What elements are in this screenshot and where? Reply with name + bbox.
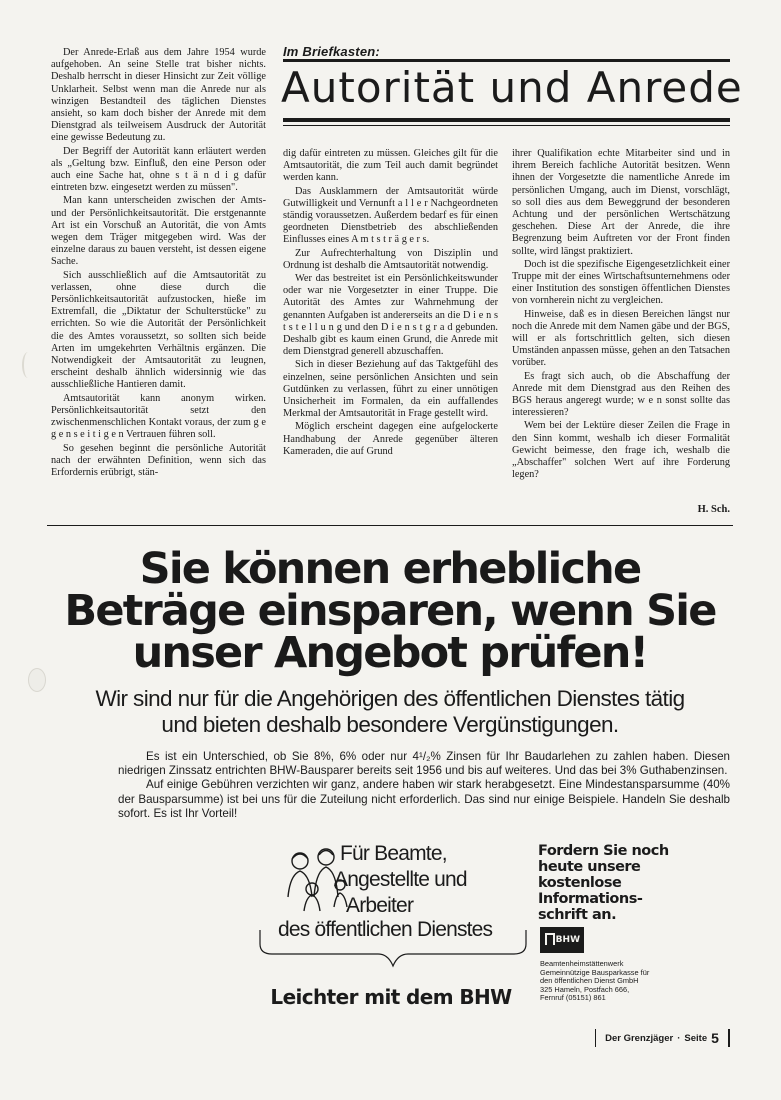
paper-mark: [22, 352, 34, 378]
paragraph: Sich in dieser Beziehung auf das Taktgefühl des einzelnen, seine persönlichen Ansichten und sein Gutdünken zu verlassen, führt zu einer unnötigen Unsicherheit im Formalen, da ein auffallendes Merkmal der Amtsautorität in Frage gestellt wird.: [283, 359, 498, 420]
footer-separator: ·: [677, 1032, 681, 1044]
page-label: Seite: [684, 1032, 708, 1044]
paragraph: Der Begriff der Autorität kann erläutert werden als „Geltung bzw. Einfluß, den eine Person oder auch eine Sache hat, ohne s t ä n d i g dafür eintreten bzw. eingesetzt werden zu müssen".: [51, 145, 266, 194]
paragraph: So gesehen beginnt die persönliche Autorität nach der erwähnten Definition, wenn sich das Erfordernis erübrigt, stän-: [51, 442, 266, 478]
punch-hole: [28, 668, 46, 692]
address-line: 325 Hameln, Postfach 666,: [540, 984, 630, 994]
cta-line: Fordern Sie noch: [538, 843, 669, 859]
paragraph: Hinweise, daß es in diesen Bereichen längst nur noch die Anrede mit dem Namen gäbe und der BGS, will er als fortschrittlich gelten, sich diesen Umständen anpassen müsse, gehen an den Tatsachen vorüber.: [512, 308, 730, 369]
address-line: Gemeinnützige Bausparkasse für: [540, 967, 650, 977]
page-number: 5: [711, 1030, 719, 1046]
ad-headline-line: unser Angebot prüfen!: [132, 628, 648, 678]
paragraph: Wer das bestreitet ist ein Persönlichkeitswunder oder war nie Vorgesetzter in einer Truppe. Die Autorität des Amtes zur Wahrnehmung der genannten Aufgaben ist andererseits an die D i e n s t s t e l l u n g und den D i e n s t g r a d gebunden. Deshalb gibt es kaum einen Grund, die Anrede mit dem Dienstgrad generell abzuschaffen.: [283, 273, 498, 358]
paragraph: Doch ist die spezifische Eigengesetzlichkeit einer Truppe mit der eines Wirtschaftsunternehmens oder einer Institution des sonstigen öffentlichen Dienstes von vornherein nicht zu vergleichen.: [512, 258, 730, 307]
headline-bottom-rule-thin: [283, 125, 730, 126]
article-column-1: [51, 47, 266, 512]
paragraph: dig dafür eintreten zu müssen. Gleiches gilt für die Amtsautorität, die zum Teil auch damit begründet werden kann.: [283, 148, 498, 184]
paragraph: Wem bei der Lektüre dieser Zeilen die Frage in den Sinn kommt, weshalb ich dieser Formalität Gewicht beimesse, den frage ich, weshalb die „Abschaffer" solchen Wert auf ihre Forderung legen?: [512, 420, 730, 481]
cta-text: [538, 843, 728, 923]
bhw-slogan: Leichter mit dem BHW: [270, 985, 512, 1009]
ad-headline-line: Sie können erhebliche: [139, 544, 641, 594]
paragraph: Es fragt sich auch, ob die Abschaffung der Anrede mit dem Dienstgrad aus den Reihen des BGS heraus angeregt wurde; w e n sonst sollte das interessieren?: [512, 370, 730, 419]
article-column-2: [283, 148, 498, 518]
cta-line: kostenlose: [538, 875, 622, 891]
ad-paragraph: Auf einige Gebühren verzichten wir ganz, andere haben wir stark herabgesetzt. Eine Mindestansparsumme (40% der Bausparsumme) ist bei uns für die Zuteilung nicht erforderlich. Das sind nur einige Beispiele. Handeln Sie deshalb sofort. Es ist Ihr Vorteil!: [118, 778, 730, 820]
headline-bottom-rule: [283, 118, 730, 122]
author-signature: H. Sch.: [697, 504, 730, 515]
article-column-3: [512, 148, 730, 518]
article-headline: Autorität und Anrede: [281, 63, 743, 112]
ad-headline-line: Beträge einsparen, wenn Sie: [64, 586, 716, 636]
page-footer: [595, 1029, 730, 1047]
article-kicker: Im Briefkasten:: [283, 44, 380, 59]
bracket-decoration: [258, 930, 528, 978]
ad-subheadline-line: Wir sind nur für die Angehörigen des öffentlichen Dienstes tätig: [95, 686, 685, 711]
ad-body-text: [118, 750, 730, 821]
audience-line: Für Beamte,: [340, 842, 447, 865]
address-line: Beamtenheimstättenwerk: [540, 959, 624, 968]
logo-text: BHW: [555, 935, 580, 945]
paragraph: Möglich erscheint dagegen eine aufgelockerte Handhabung der Anrede gegenüber älteren Kameraden, die auf Grund: [283, 421, 498, 457]
cta-line: heute unsere: [538, 859, 641, 875]
ad-subheadline-line: und bieten deshalb besondere Vergünstigungen.: [161, 712, 619, 737]
audience-line: Angestellte und: [334, 868, 467, 891]
cta-line: Informations-: [538, 891, 643, 907]
paragraph: Man kann unterscheiden zwischen der Amts- und der Persönlichkeitsautorität. Die erstgenannte Art ist ein Vorschuß an Autorität, die von Amts wegen dem Träger mitgegeben wird. Was der einzelne daraus zu bauen versteht, ist dessen eigene Sache.: [51, 195, 266, 268]
paragraph: Das Ausklammern der Amtsautorität würde Gutwilligkeit und Vernunft a l l e r Nachgeordneten ständig voraussetzen. Außerdem bedarf es für einen geordneten Dienstbetrieb des abschließenden Einflusses eines A m t s t r ä g e r s.: [283, 185, 498, 246]
address-line: Fernruf (05151) 861: [540, 993, 606, 1003]
paragraph: ihrer Qualifikation echte Mitarbeiter sind und in ihrem Bereich fachliche Autorität besitzen. Wenn ihnen der Vorgesetzte die namentliche Anrede im persönlichen Umgang, auch im Dienst, vorschlägt, so soll dies aus dem Beweggrund der besonderen Achtung und der persönlichen Wertschätzung geschehen. Diese Art der Anrede, die ihre Begrenzung beim Auftreten vor der Front finden sollte, wird längst praktiziert.: [512, 148, 730, 257]
paragraph: Sich ausschließlich auf die Amtsautorität zu verlassen, ohne diese durch die Persönlichkeitsautorität aufzustocken, hieße im Extremfall, die „Diktatur der Schulterstücke" zu errichten. So wie die Autorität der Persönlichkeit die des Amtes voraussetzt, so sollten sich beide Arten im umgekehrten Verhältnis ergänzen. Die Notwendigkeit der Amtsautorität zu leugnen, erscheint deshalb ähnlich widersinnig wie das ausschließliche Hantieren damit.: [51, 269, 266, 391]
ad-headline: [40, 544, 740, 678]
publication-name: Der Grenzjäger: [605, 1032, 674, 1044]
paragraph: Amtsautorität kann anonym wirken. Persönlichkeitsautorität setzt den zwischenmenschlichen Kontakt voraus, der zum g e g e n s e i t i g e n Vertrauen führen soll.: [51, 392, 266, 441]
house-icon: [545, 933, 555, 945]
ad-subheadline: [60, 686, 720, 738]
audience-line: Arbeiter: [346, 894, 414, 917]
audience-line: des öffentlichen Dienstes: [278, 918, 493, 941]
bhw-logo: [540, 927, 584, 953]
ad-separator-rule: [47, 525, 733, 526]
ad-paragraph: Es ist ein Unterschied, ob Sie 8%, 6% oder nur 4¹/₂% Zinsen für Ihr Baudarlehen zu zahlen haben. Diesen niedrigen Zinssatz entrichten BHW-Bausparer bereits seit 1956 und bis auf weiteres. Und das bei 3% Guthabenzinsen.: [118, 750, 730, 778]
address-line: den öffentlichen Dienst GmbH: [540, 976, 639, 986]
company-address: [540, 960, 730, 1003]
cta-line: schrift an.: [538, 907, 617, 923]
paragraph: Der Anrede-Erlaß aus dem Jahre 1954 wurde aufgehoben. An seine Stelle trat bisher nichts. Deshalb herrscht in dieser Hinsicht zur Zeit völlige Unklarheit. Selbst wenn man die Anrede nur als winzigen Bestandteil des täglichen Dienstes ansieht, so kam doch bisher der Anrede mit dem Dienstgrad als teilweisem Ausdruck der Autorität eine gewisse Bedeutung zu.: [51, 47, 266, 144]
paragraph: Zur Aufrechterhaltung von Disziplin und Ordnung ist deshalb die Amtsautorität notwendig.: [283, 247, 498, 271]
headline-top-rule: [283, 59, 730, 62]
